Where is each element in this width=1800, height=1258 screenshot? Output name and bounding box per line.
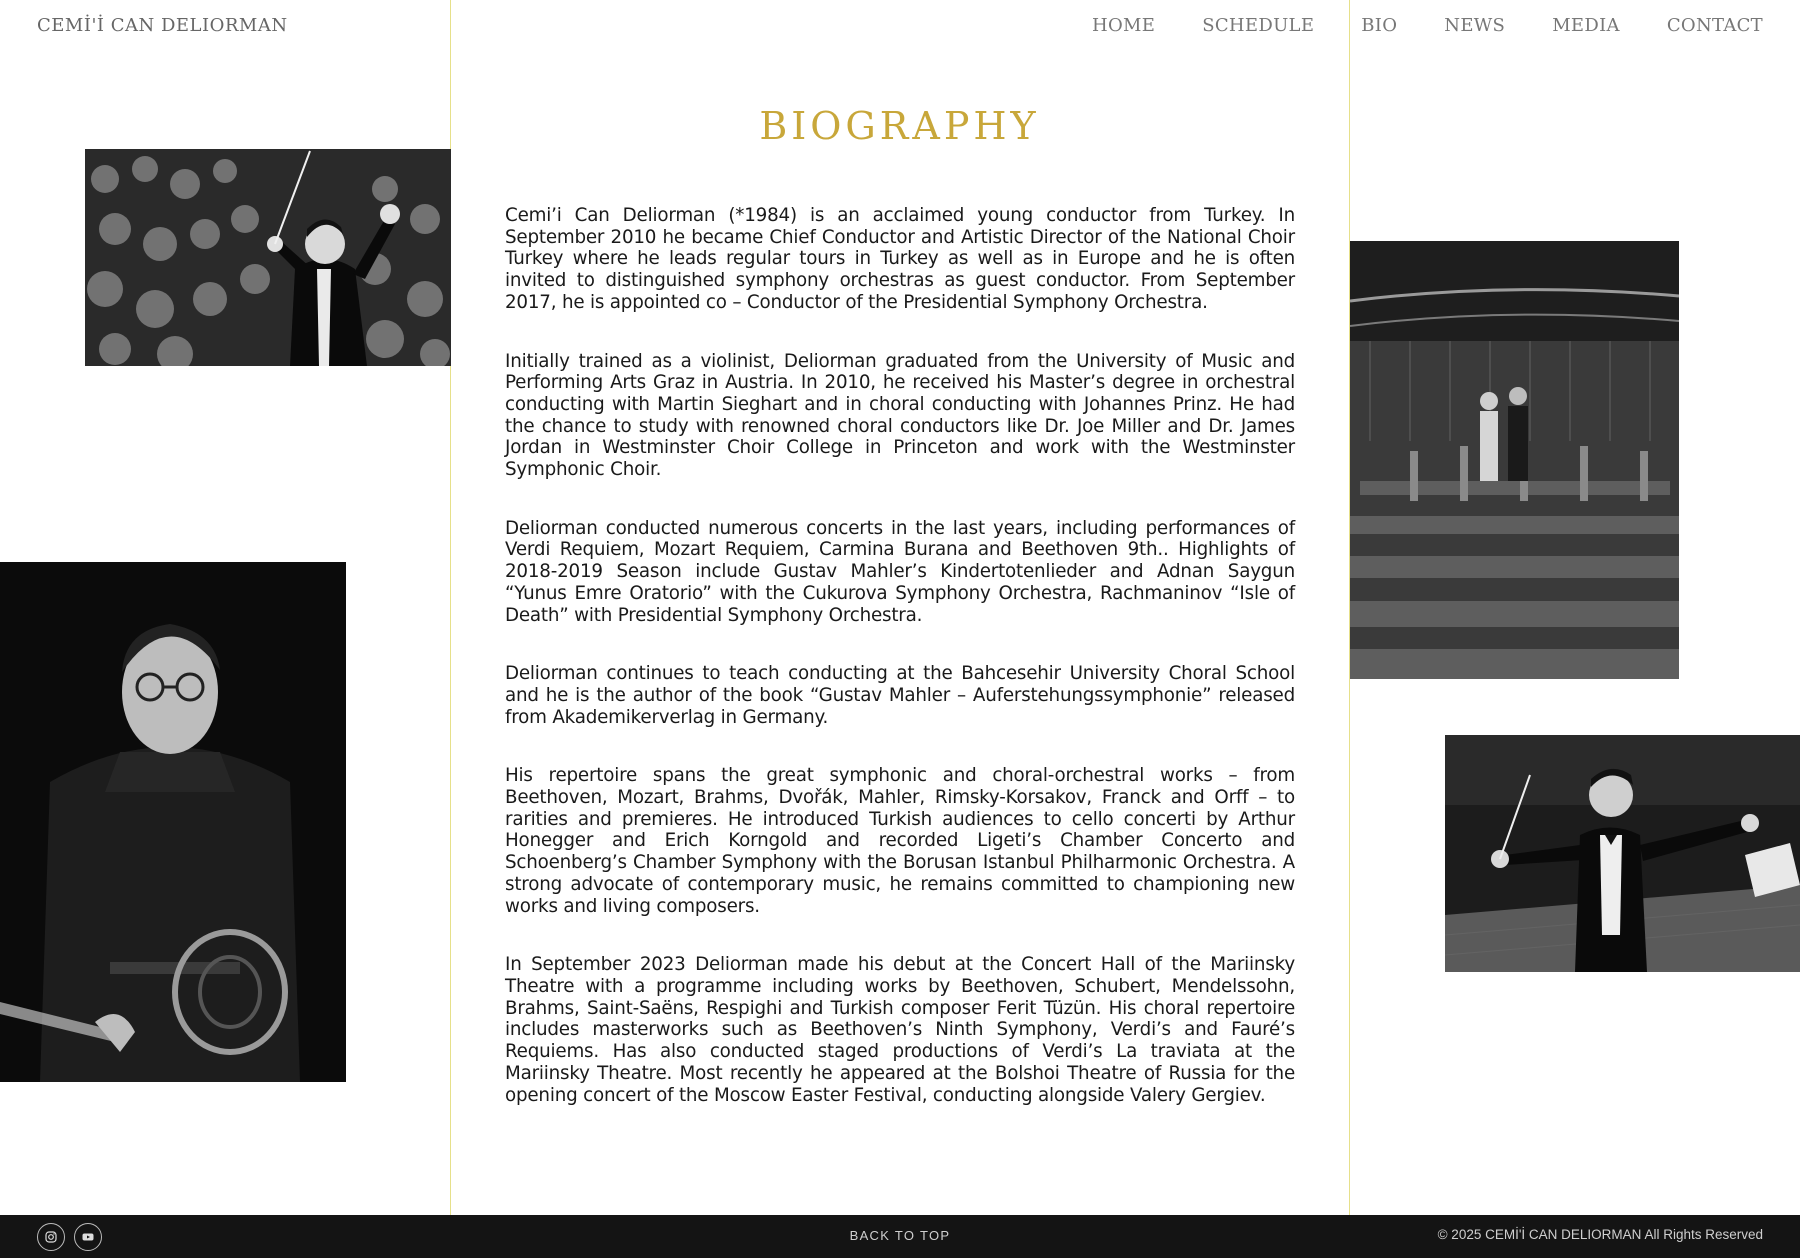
- bio-paragraph-5: His repertoire spans the great symphonic and choral-orchestral works – from Beethoven, Mozart, Brahms, Dvořák, Mahler, Rimsky-Korsakov, Franck and Orff – to rarities and premieres. He introduced Turkish audiences to cello concerti by Arthur Honegger and Erich Korngold and recorded Ligeti’s Chamber Concerto and Schoenberg’s Chamber Symphony with the Borusan Istanbul Philharmonic Orchestra. A strong advocate of contemporary music, he remains committed to championing new works and living composers.: [505, 765, 1295, 917]
- nav-media[interactable]: MEDIA: [1552, 15, 1620, 36]
- nav-contact[interactable]: CONTACT: [1666, 15, 1763, 36]
- nav-schedule[interactable]: SCHEDULE: [1202, 15, 1315, 36]
- nav-bio[interactable]: BIO: [1361, 15, 1398, 36]
- photo-concert-hall: [1350, 241, 1679, 679]
- biography-text: [505, 205, 1295, 1143]
- main-nav: [1092, 15, 1763, 36]
- site-footer: [0, 1215, 1800, 1258]
- nav-home[interactable]: HOME: [1091, 15, 1156, 36]
- nav-news[interactable]: NEWS: [1444, 15, 1506, 36]
- bio-paragraph-2: Initially trained as a violinist, Deliorman graduated from the University of Music and Performing Arts Graz in Austria. In 2010, he received his Master’s degree in orchestral conducting with Martin Sieghart and in choral conducting with Johannes Prinz. He had the chance to study with renowned choral conductors like Dr. Joe Miller and Dr. James Jordan in Westminster Choir College in Princeton and work with the Westminster Symphonic Choir.: [505, 350, 1295, 481]
- copyright-text: © 2025 CEMİ'İ CAN DELIORMAN All Rights Reserved: [1437, 1227, 1763, 1242]
- site-logo-text[interactable]: CEMİ'İ CAN DELIORMAN: [37, 15, 288, 36]
- back-to-top-link[interactable]: BACK TO TOP: [849, 1228, 951, 1243]
- bio-paragraph-3: Deliorman conducted numerous concerts in the last years, including performances of Verdi Requiem, Mozart Requiem, Carmina Burana and Beethoven 9th.. Highlights of 2018-2019 Season include Gustav Mahler’s Kindertotenlieder and Adnan Saygun “Yunus Emre Oratorio” with the Cukurova Symphony Orchestra, Rachmaninov “Isle of Death” with Presidential Symphony Orchestra.: [505, 517, 1295, 626]
- page-title: BIOGRAPHY: [759, 104, 1040, 148]
- photo-conductor-tuxedo: [1445, 735, 1800, 972]
- photo-conductor-audience: [85, 149, 451, 366]
- photo-portrait-glasses: [0, 562, 346, 1082]
- bio-paragraph-6: In September 2023 Deliorman made his debut at the Concert Hall of the Mariinsky Theatre with a programme including works by Beethoven, Schubert, Mendelssohn, Brahms, Saint-Saëns, Respighi and Turkish composer Ferit Tüzün. His choral repertoire includes masterworks such as Beethoven’s Ninth Symphony, Verdi’s and Fauré’s Requiems. Has also conducted staged productions of Verdi’s La traviata at the Mariinsky Theatre. Most recently he appeared at the Bolshoi Theatre of Russia for the opening concert of the Moscow Easter Festival, conducting alongside Valery Gergiev.: [505, 954, 1295, 1106]
- bio-paragraph-4: Deliorman continues to teach conducting at the Bahcesehir University Choral School and he is the author of the book “Gustav Mahler – Auferstehungssymphonie” released from Akademikerverlag in Germany.: [505, 663, 1295, 728]
- bio-paragraph-1: Cemi’i Can Deliorman (*1984) is an acclaimed young conductor from Turkey. In September 2010 he became Chief Conductor and Artistic Director of the National Choir Turkey where he leads regular tours in Turkey as well as in Europe and he is often invited to distinguished symphony orchestras as guest conductor. From September 2017, he is appointed co – Conductor of the Presidential Symphony Orchestra.: [505, 205, 1295, 313]
